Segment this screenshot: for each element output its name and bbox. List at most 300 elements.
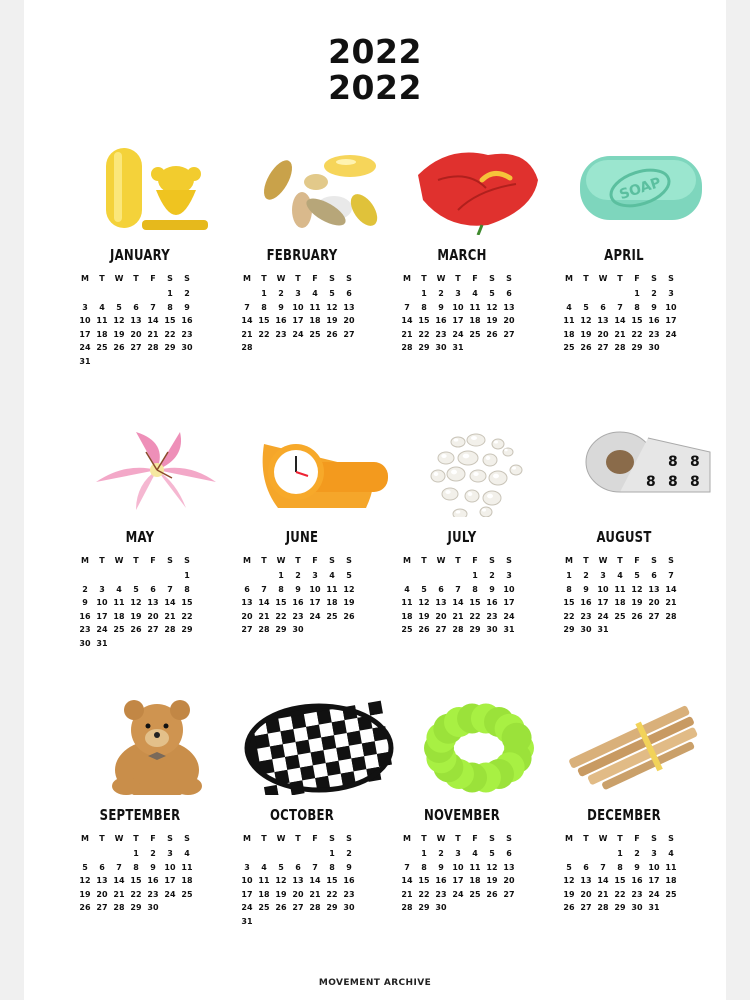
day-cell: 14 (241, 316, 253, 326)
day-cell: 10 (503, 584, 515, 594)
weekday-label: F (312, 834, 318, 843)
day-cell: 2 (184, 289, 190, 298)
day-cell: 19 (130, 611, 142, 621)
day-cell: 10 (79, 316, 91, 326)
day-cell: 20 (96, 889, 108, 899)
weekday-label: S (167, 834, 173, 843)
day-cell: 26 (326, 329, 338, 339)
day-cell: 18 (614, 598, 626, 608)
day-cell: 8 (472, 584, 478, 594)
month-name: DECEMBER (587, 806, 661, 824)
day-cell: 7 (116, 862, 122, 872)
day-cell: 26 (79, 903, 91, 913)
day-cell: 2 (438, 849, 444, 858)
day-cell: 15 (469, 598, 481, 608)
day-cell: 13 (241, 598, 253, 608)
weekday-label: S (489, 834, 495, 843)
day-cell: 16 (435, 876, 447, 886)
svg-text:8: 8 (690, 454, 700, 470)
day-cell: 4 (668, 849, 674, 858)
day-cell: 7 (668, 571, 674, 580)
day-cell: 4 (566, 302, 572, 312)
weekday-label: T (99, 834, 105, 843)
day-cell: 5 (566, 862, 572, 872)
day-cell: 3 (668, 289, 674, 298)
weekday-label: S (167, 274, 173, 283)
weekday-label: M (81, 274, 89, 283)
day-cell: 22 (614, 889, 626, 899)
day-cell: 29 (469, 625, 481, 635)
day-cell: 7 (150, 302, 156, 312)
day-cell: 29 (275, 625, 287, 635)
day-cell: 27 (503, 889, 515, 899)
day-cell: 15 (631, 316, 643, 326)
day-cell: 14 (597, 876, 609, 886)
day-cell: 29 (418, 903, 430, 913)
day-cell: 17 (309, 598, 321, 608)
day-cell: 29 (631, 343, 643, 353)
day-cell: 1 (421, 289, 427, 298)
calendar-year-title: 2022 (328, 32, 422, 71)
number-sticker-roll-image (560, 422, 722, 517)
day-cell: 18 (665, 876, 677, 886)
day-cell: 27 (648, 611, 660, 621)
weekday-label: W (598, 834, 608, 843)
day-cell: 20 (597, 329, 609, 339)
day-cell: 17 (292, 316, 304, 326)
day-cell: 9 (184, 302, 190, 312)
palo-santo-sticks-image (560, 700, 722, 795)
day-cell: 4 (99, 302, 105, 312)
day-cell: 9 (150, 862, 156, 872)
day-cell: 2 (82, 584, 88, 594)
weekday-label: M (81, 556, 89, 565)
day-cell: 28 (113, 903, 125, 913)
day-cell: 9 (634, 862, 640, 872)
day-cell: 7 (312, 862, 318, 872)
day-cell: 23 (486, 611, 498, 621)
day-cell: 31 (452, 343, 464, 353)
month-name: APRIL (604, 246, 644, 264)
day-cell: 11 (401, 598, 413, 608)
day-cell: 6 (583, 862, 589, 872)
day-cell: 5 (489, 849, 495, 858)
month-name: JANUARY (110, 246, 170, 264)
day-cell: 16 (147, 876, 159, 886)
day-cell: 14 (113, 876, 125, 886)
day-cell: 28 (665, 611, 677, 621)
day-cell: 2 (295, 571, 301, 580)
day-cell: 17 (452, 316, 464, 326)
day-cell: 24 (164, 889, 176, 899)
day-cell: 15 (258, 316, 270, 326)
day-cell: 13 (435, 598, 447, 608)
day-cell: 24 (309, 611, 321, 621)
weekday-label: T (133, 556, 139, 565)
day-cell: 19 (79, 889, 91, 899)
weekday-label: S (668, 274, 674, 283)
day-cell: 15 (181, 598, 193, 608)
day-cell: 27 (292, 903, 304, 913)
weekday-label: T (295, 834, 301, 843)
day-cell: 24 (503, 611, 515, 621)
day-cell: 24 (648, 889, 660, 899)
weekday-label: T (133, 274, 139, 283)
day-cell: 1 (634, 289, 640, 298)
day-cell: 10 (452, 862, 464, 872)
weekday-label: M (243, 556, 251, 565)
day-cell: 15 (418, 316, 430, 326)
weekday-label: W (114, 274, 124, 283)
day-cell: 22 (275, 611, 287, 621)
day-cell: 30 (147, 903, 159, 913)
day-cell: 8 (261, 302, 267, 312)
pink-lily-flower-image (76, 422, 238, 517)
day-cell: 1 (167, 289, 173, 298)
weekday-label: S (184, 274, 190, 283)
day-cell: 27 (147, 625, 159, 635)
day-cell: 10 (292, 302, 304, 312)
teddy-bear-image (76, 700, 238, 795)
day-cell: 8 (184, 584, 190, 594)
day-cell: 10 (597, 584, 609, 594)
weekday-label: S (506, 556, 512, 565)
day-cell: 2 (583, 571, 589, 580)
day-cell: 25 (665, 889, 677, 899)
day-cell: 4 (184, 849, 190, 858)
day-cell: 25 (563, 343, 575, 353)
day-cell: 12 (130, 598, 142, 608)
day-cell: 9 (346, 862, 352, 872)
day-cell: 8 (617, 862, 623, 872)
weekday-label: M (243, 834, 251, 843)
day-cell: 9 (82, 598, 88, 608)
day-cell: 18 (258, 889, 270, 899)
weekday-label: F (634, 834, 640, 843)
weekday-label: S (184, 556, 190, 565)
day-cell: 26 (275, 903, 287, 913)
day-cell: 8 (133, 862, 139, 872)
day-cell: 30 (486, 625, 498, 635)
day-cell: 24 (292, 329, 304, 339)
day-cell: 10 (96, 598, 108, 608)
day-cell: 17 (79, 329, 91, 339)
day-cell: 15 (130, 876, 142, 886)
day-cell: 15 (418, 876, 430, 886)
day-cell: 10 (648, 862, 660, 872)
day-cell: 17 (503, 598, 515, 608)
day-cell: 21 (147, 329, 159, 339)
day-cell: 21 (309, 889, 321, 899)
day-cell: 11 (326, 584, 338, 594)
day-cell: 3 (167, 849, 173, 858)
day-cell: 5 (634, 571, 640, 580)
day-cell: 3 (312, 571, 318, 580)
day-cell: 18 (309, 316, 321, 326)
day-cell: 13 (343, 302, 355, 312)
day-cell: 23 (631, 889, 643, 899)
day-cell: 30 (343, 903, 355, 913)
day-cell: 22 (326, 889, 338, 899)
day-cell: 31 (79, 357, 91, 366)
day-cell: 20 (503, 316, 515, 326)
day-cell: 16 (435, 316, 447, 326)
day-cell: 14 (401, 316, 413, 326)
day-cell: 3 (455, 289, 461, 298)
svg-text:SOAP: SOAP (617, 174, 664, 204)
day-cell: 9 (438, 862, 444, 872)
day-cell: 29 (130, 903, 142, 913)
day-cell: 18 (563, 329, 575, 339)
day-cell: 21 (401, 329, 413, 339)
month-name: OCTOBER (269, 806, 335, 824)
day-cell: 10 (665, 302, 677, 312)
day-cell: 5 (133, 584, 139, 594)
day-cell: 28 (147, 343, 159, 353)
month-name: MARCH (437, 246, 487, 264)
day-cell: 12 (580, 316, 592, 326)
day-cell: 12 (343, 584, 355, 594)
weekday-label: W (436, 556, 446, 565)
month-name: SEPTEMBER (99, 806, 181, 824)
day-cell: 14 (309, 876, 321, 886)
day-cell: 27 (597, 343, 609, 353)
day-cell: 4 (472, 849, 478, 858)
day-cell: 19 (580, 329, 592, 339)
day-cell: 18 (401, 611, 413, 621)
day-cell: 8 (634, 302, 640, 312)
day-cell: 16 (648, 316, 660, 326)
day-cell: 16 (343, 876, 355, 886)
day-cell: 19 (486, 316, 498, 326)
weekday-label: T (455, 274, 461, 283)
day-cell: 17 (96, 611, 108, 621)
day-cell: 8 (421, 862, 427, 872)
day-cell: 24 (96, 625, 108, 635)
weekday-label: W (436, 274, 446, 283)
day-cell: 11 (96, 316, 108, 326)
day-cell: 4 (261, 862, 267, 872)
day-cell: 22 (631, 329, 643, 339)
day-cell: 20 (435, 611, 447, 621)
day-cell: 23 (275, 329, 287, 339)
weekday-label: W (276, 834, 286, 843)
day-cell: 5 (583, 302, 589, 312)
day-cell: 18 (469, 876, 481, 886)
weekday-label: S (329, 274, 335, 283)
day-cell: 11 (258, 876, 270, 886)
day-cell: 14 (452, 598, 464, 608)
day-cell: 11 (181, 862, 193, 872)
day-cell: 11 (309, 302, 321, 312)
month-name: JULY (447, 528, 477, 546)
day-cell: 26 (486, 889, 498, 899)
day-cell: 22 (164, 329, 176, 339)
day-cell: 8 (329, 862, 335, 872)
day-cell: 31 (597, 625, 609, 635)
weekday-label: M (565, 556, 573, 565)
day-cell: 19 (275, 889, 287, 899)
weekday-label: T (261, 274, 267, 283)
day-cell: 26 (563, 903, 575, 913)
day-cell: 11 (563, 316, 575, 326)
day-cell: 4 (617, 571, 623, 580)
day-cell: 9 (295, 584, 301, 594)
day-cell: 16 (181, 316, 193, 326)
day-cell: 25 (401, 625, 413, 635)
day-cell: 18 (469, 316, 481, 326)
day-cell: 28 (452, 625, 464, 635)
weekday-label: T (133, 834, 139, 843)
day-cell: 23 (343, 889, 355, 899)
day-cell: 2 (489, 571, 495, 580)
day-cell: 30 (79, 639, 91, 648)
day-cell: 7 (617, 302, 623, 312)
day-cell: 17 (164, 876, 176, 886)
day-cell: 27 (503, 329, 515, 339)
day-cell: 1 (566, 571, 572, 580)
orange-wristwatch-image (238, 422, 400, 517)
day-cell: 31 (96, 639, 108, 648)
day-cell: 3 (99, 584, 105, 594)
weekday-label: F (634, 274, 640, 283)
day-cell: 17 (648, 876, 660, 886)
weekday-label: S (489, 556, 495, 565)
day-cell: 26 (580, 343, 592, 353)
weekday-label: T (99, 556, 105, 565)
day-cell: 26 (631, 611, 643, 621)
day-cell: 29 (614, 903, 626, 913)
weekday-label: F (150, 556, 156, 565)
day-cell: 7 (600, 862, 606, 872)
day-cell: 30 (435, 903, 447, 913)
day-cell: 29 (563, 625, 575, 635)
weekday-label: M (565, 274, 573, 283)
weekday-label: T (455, 834, 461, 843)
weekday-label: T (455, 556, 461, 565)
day-cell: 10 (452, 302, 464, 312)
day-cell: 3 (82, 302, 88, 312)
day-cell: 6 (99, 862, 105, 872)
day-cell: 22 (563, 611, 575, 621)
day-cell: 19 (326, 316, 338, 326)
weekday-label: S (489, 274, 495, 283)
day-cell: 17 (665, 316, 677, 326)
weekday-label: W (114, 556, 124, 565)
day-cell: 24 (452, 889, 464, 899)
weekday-label: T (295, 274, 301, 283)
weekday-label: F (312, 556, 318, 565)
weekday-label: W (598, 556, 608, 565)
weekday-label: T (583, 834, 589, 843)
weekday-label: T (295, 556, 301, 565)
day-cell: 1 (261, 289, 267, 298)
day-cell: 19 (113, 329, 125, 339)
day-cell: 20 (241, 611, 253, 621)
day-cell: 3 (295, 289, 301, 298)
day-cell: 11 (469, 302, 481, 312)
day-cell: 23 (580, 611, 592, 621)
day-cell: 12 (486, 862, 498, 872)
day-cell: 28 (258, 625, 270, 635)
month-name: AUGUST (596, 528, 652, 546)
day-cell: 22 (258, 329, 270, 339)
day-cell: 21 (665, 598, 677, 608)
weekday-label: W (276, 274, 286, 283)
svg-text:8: 8 (668, 474, 678, 490)
day-cell: 2 (634, 849, 640, 858)
day-cell: 6 (244, 584, 250, 594)
weekday-label: W (436, 834, 446, 843)
day-cell: 22 (418, 329, 430, 339)
weekday-label: F (472, 274, 478, 283)
day-cell: 7 (244, 302, 250, 312)
weekday-label: S (329, 556, 335, 565)
day-cell: 8 (278, 584, 284, 594)
day-cell: 1 (278, 571, 284, 580)
day-cell: 25 (181, 889, 193, 899)
day-cell: 12 (275, 876, 287, 886)
day-cell: 11 (614, 584, 626, 594)
day-cell: 4 (472, 289, 478, 298)
day-cell: 2 (438, 289, 444, 298)
day-cell: 8 (167, 302, 173, 312)
day-cell: 24 (452, 329, 464, 339)
day-cell: 10 (241, 876, 253, 886)
day-cell: 26 (130, 625, 142, 635)
day-cell: 28 (241, 343, 253, 353)
day-cell: 30 (435, 343, 447, 353)
day-cell: 23 (147, 889, 159, 899)
weekday-label: S (167, 556, 173, 565)
day-cell: 16 (79, 611, 91, 621)
day-cell: 14 (258, 598, 270, 608)
day-cell: 1 (329, 849, 335, 858)
day-cell: 2 (651, 289, 657, 298)
day-cell: 16 (275, 316, 287, 326)
calendar-year-title-repeat: 2022 (328, 68, 422, 107)
day-cell: 6 (506, 849, 512, 858)
day-cell: 8 (566, 584, 572, 594)
weekday-label: T (617, 834, 623, 843)
month-name: NOVEMBER (424, 806, 500, 824)
day-cell: 19 (486, 876, 498, 886)
day-cell: 30 (648, 343, 660, 353)
day-cell: 27 (435, 625, 447, 635)
day-cell: 20 (292, 889, 304, 899)
day-cell: 13 (96, 876, 108, 886)
day-cell: 14 (147, 316, 159, 326)
day-cell: 11 (469, 862, 481, 872)
weekday-label: F (472, 556, 478, 565)
day-cell: 15 (614, 876, 626, 886)
month-name: MAY (125, 528, 155, 546)
day-cell: 22 (469, 611, 481, 621)
day-cell: 27 (241, 625, 253, 635)
day-cell: 4 (404, 584, 410, 594)
day-cell: 21 (241, 329, 253, 339)
day-cell: 1 (617, 849, 623, 858)
day-cell: 28 (164, 625, 176, 635)
weekday-label: S (346, 556, 352, 565)
day-cell: 4 (312, 289, 318, 298)
day-cell: 29 (164, 343, 176, 353)
weekday-label: T (261, 556, 267, 565)
day-cell: 20 (147, 611, 159, 621)
day-cell: 20 (648, 598, 660, 608)
day-cell: 7 (404, 302, 410, 312)
day-cell: 26 (113, 343, 125, 353)
